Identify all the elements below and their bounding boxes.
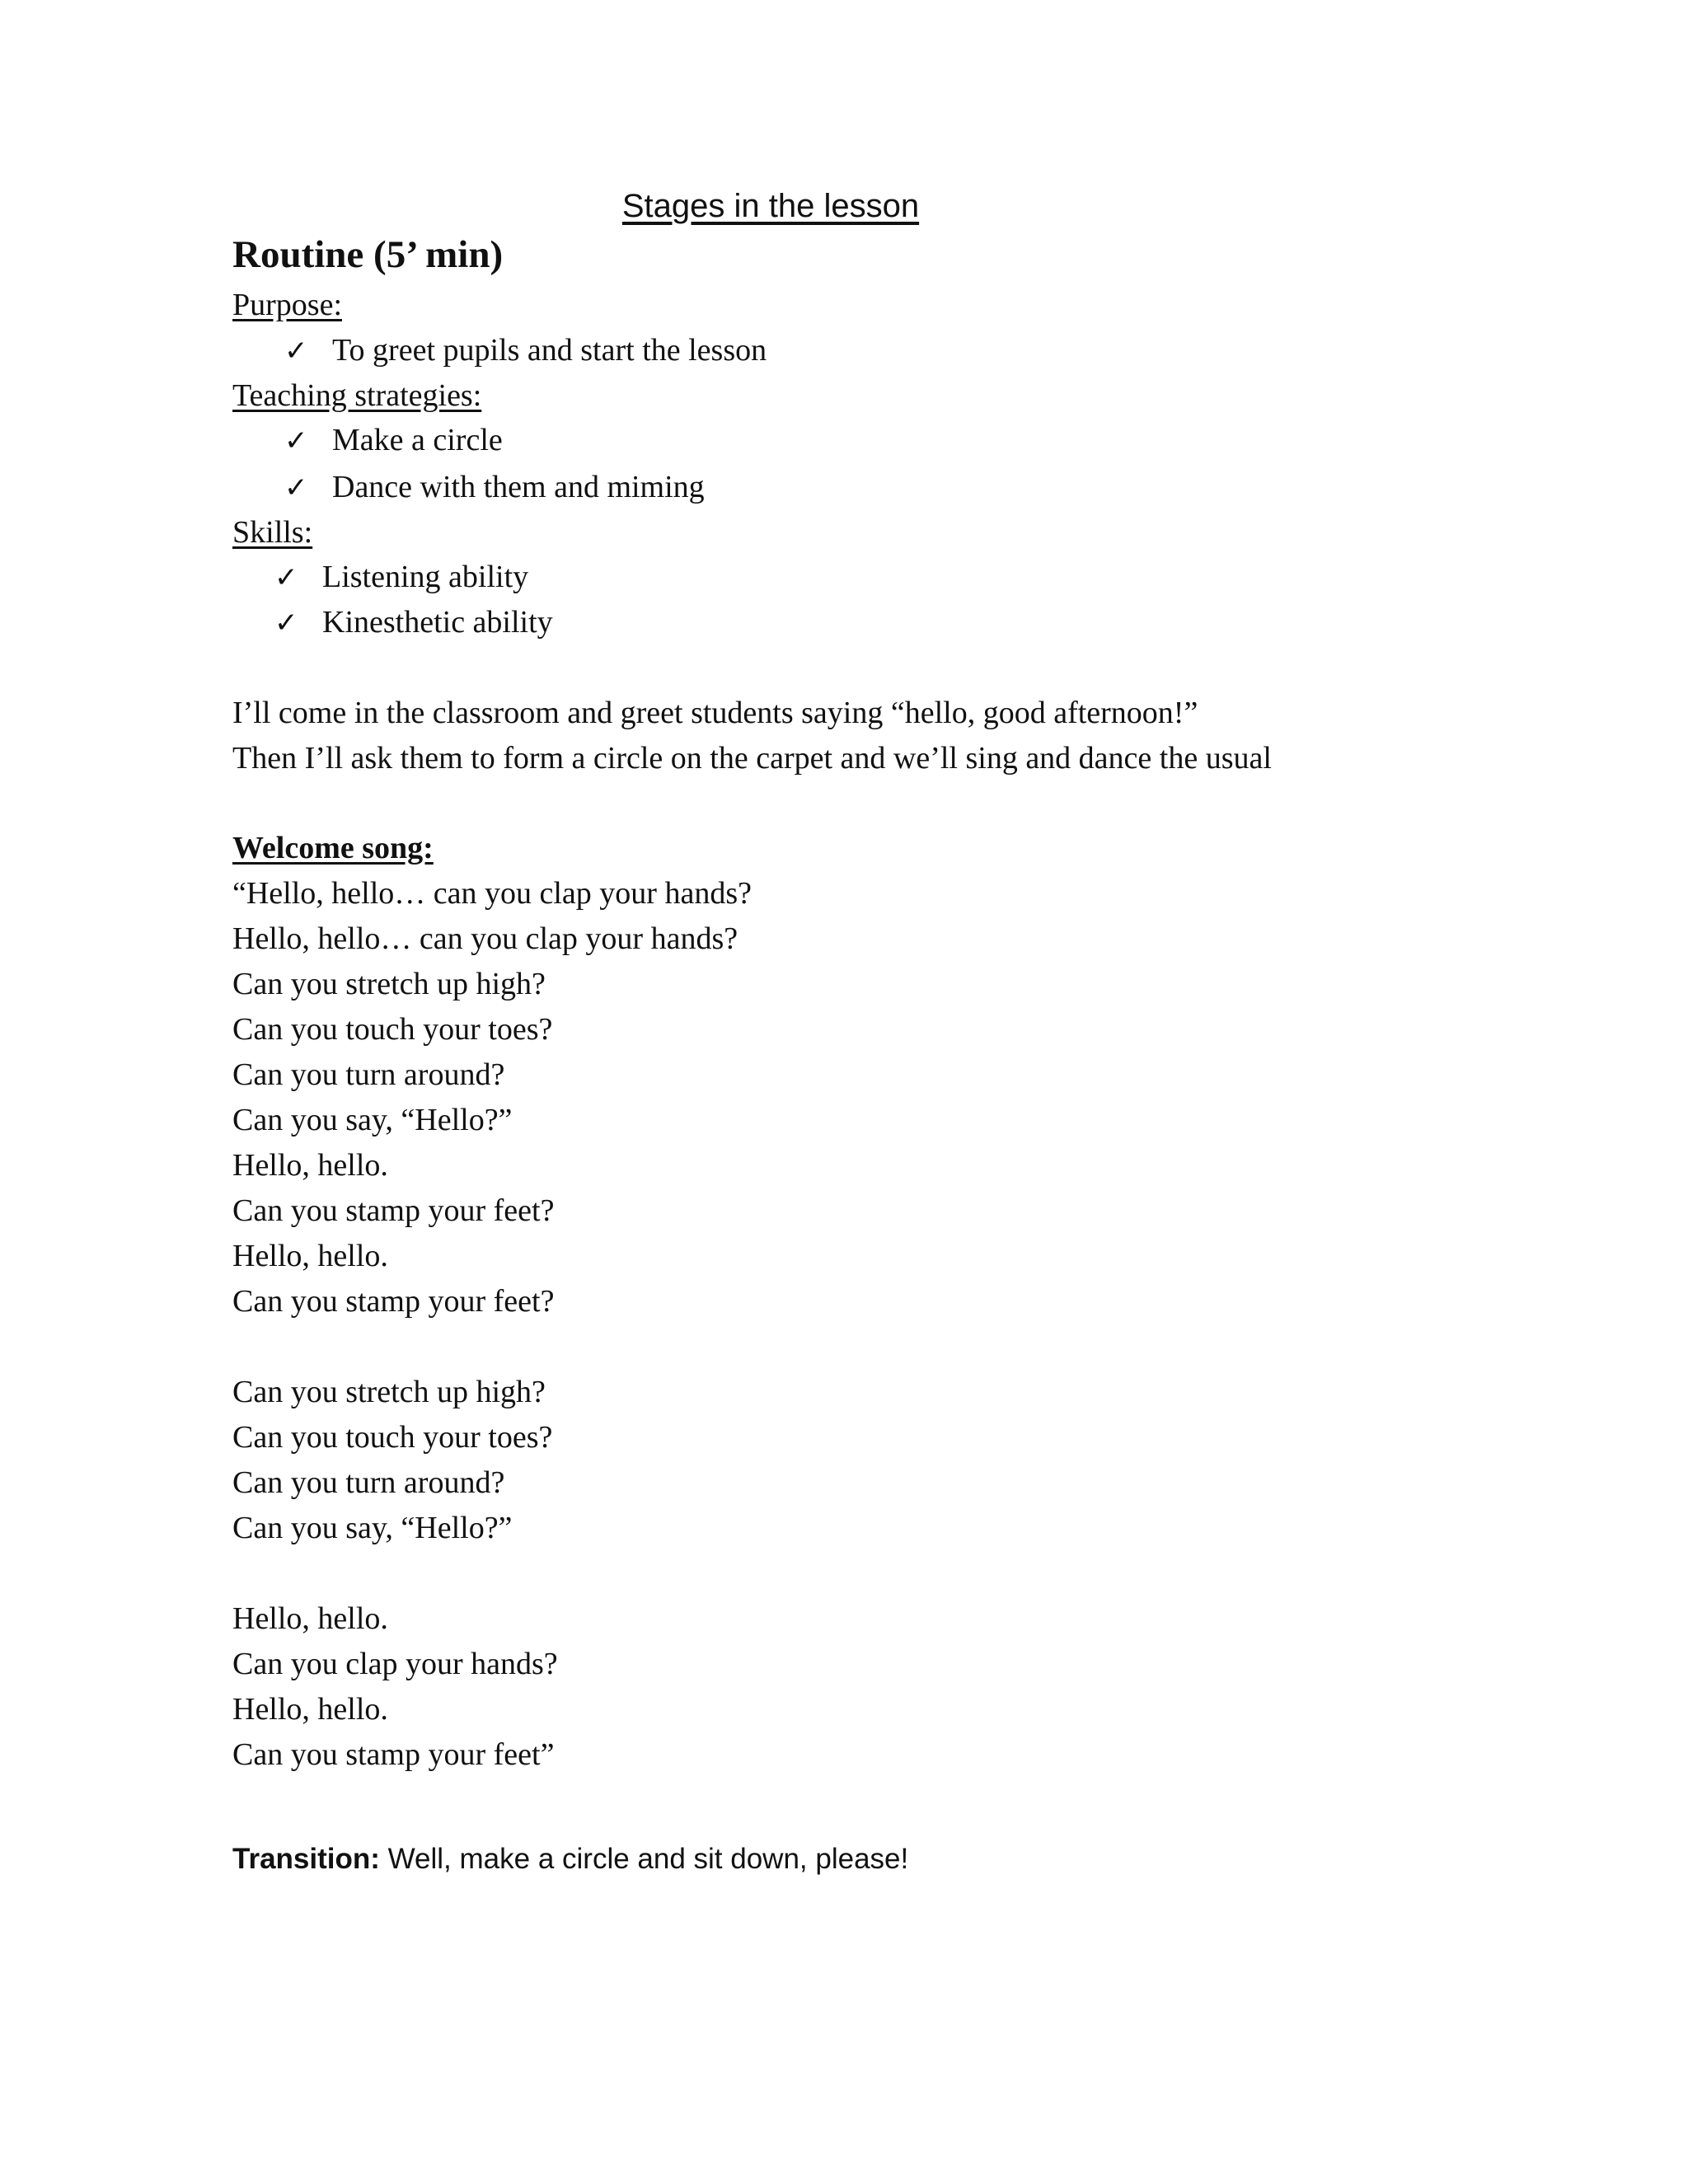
intro-line: Then I’ll ask them to form a circle on the carpet and we’ll sing and dance the usual xyxy=(232,741,1272,776)
song-line: Hello, hello… can you clap your hands? xyxy=(232,921,738,956)
song-line: Can you clap your hands? xyxy=(232,1647,558,1681)
purpose-item xyxy=(284,332,767,368)
intro-line: I’ll come in the classroom and greet students saying “hello, good afternoon!” xyxy=(232,696,1198,730)
transition-line xyxy=(232,1843,908,1876)
purpose-item-text: To greet pupils and start the lesson xyxy=(332,333,767,368)
song-line: “Hello, hello… can you clap your hands? xyxy=(232,876,752,911)
song-line: Can you stamp your feet? xyxy=(232,1284,555,1319)
skill-item-text: Listening ability xyxy=(322,560,529,594)
checkmark-icon: ✓ xyxy=(284,424,308,457)
skills-label: Skills: xyxy=(232,515,313,550)
checkmark-icon: ✓ xyxy=(274,607,298,640)
song-line: Can you stamp your feet” xyxy=(232,1737,555,1772)
song-line: Can you turn around? xyxy=(232,1465,505,1500)
skill-item-text: Kinesthetic ability xyxy=(322,605,553,640)
song-line: Hello, hello. xyxy=(232,1148,388,1183)
strategy-item xyxy=(284,469,705,505)
song-line: Can you stamp your feet? xyxy=(232,1193,555,1228)
purpose-label: Purpose: xyxy=(232,288,342,322)
checkmark-icon: ✓ xyxy=(274,561,298,594)
teaching-strategies-label: Teaching strategies: xyxy=(232,378,482,413)
page-title: Stages in the lesson xyxy=(621,188,920,224)
strategy-item xyxy=(284,422,503,458)
song-line: Hello, hello. xyxy=(232,1601,388,1636)
song-line: Can you touch your toes? xyxy=(232,1012,553,1047)
song-line: Can you stretch up high? xyxy=(232,967,546,1001)
strategy-item-text: Dance with them and miming xyxy=(332,470,705,504)
song-heading: Welcome song: xyxy=(232,831,434,865)
skill-item xyxy=(274,559,528,595)
song-line: Can you say, “Hello?” xyxy=(232,1103,513,1137)
song-line: Can you touch your toes? xyxy=(232,1420,553,1455)
skill-item xyxy=(274,604,553,640)
song-line: Hello, hello. xyxy=(232,1239,388,1273)
checkmark-icon: ✓ xyxy=(284,335,308,368)
song-line: Can you say, “Hello?” xyxy=(232,1511,513,1545)
song-line: Can you turn around? xyxy=(232,1057,505,1092)
song-line: Can you stretch up high? xyxy=(232,1375,546,1409)
transition-label: Transition: xyxy=(232,1843,380,1875)
stage-heading: Routine (5’ min) xyxy=(232,233,504,276)
song-line: Hello, hello. xyxy=(232,1692,388,1727)
transition-text: Well, make a circle and sit down, please! xyxy=(387,1843,909,1875)
checkmark-icon: ✓ xyxy=(284,471,308,504)
strategy-item-text: Make a circle xyxy=(332,423,503,457)
